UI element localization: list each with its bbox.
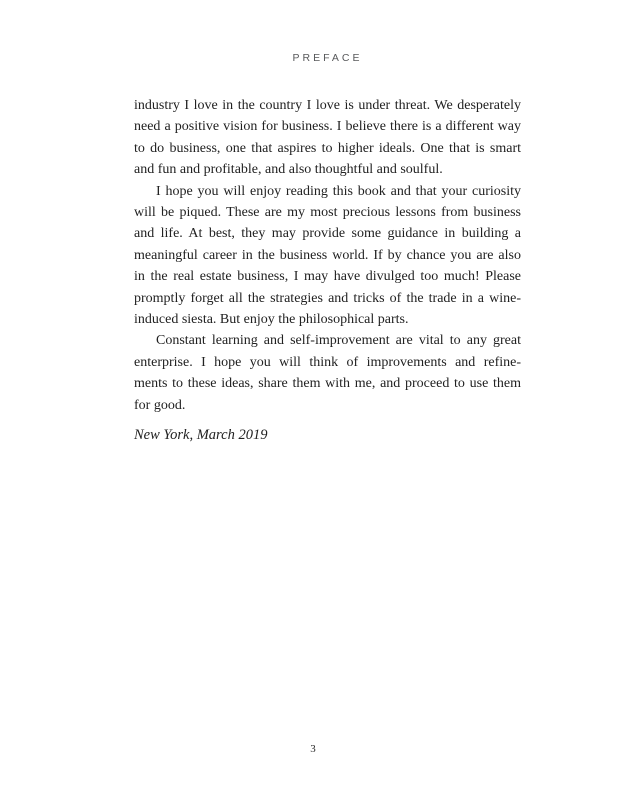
paragraph: [134, 95, 521, 181]
paragraph: [134, 330, 521, 416]
text-line: Constant learning and self-improvement are vital to any great: [156, 333, 521, 349]
text-line: will be piqued. These are my most precious lessons from business: [134, 205, 521, 221]
text-line: and life. At best, they may provide some guidance in building a: [134, 226, 521, 242]
page-body: [134, 95, 521, 447]
paragraph: [134, 181, 521, 331]
body-text: [134, 95, 521, 416]
text-line: I hope you will enjoy reading this book and that your curiosity: [156, 183, 521, 199]
text-line: enterprise. I hope you will think of improvements and refine-: [134, 354, 521, 370]
text-line: promptly forget all the strategies and tricks of the trade in a wine-: [134, 290, 521, 306]
text-line: and fun and profitable, and also thoughtful and soulful.: [134, 162, 443, 178]
text-line: ments to these ideas, share them with me, and proceed to use them: [134, 376, 521, 392]
text-line: meaningful career in the business world. If by chance you are also: [134, 247, 521, 263]
text-line: to do business, one that aspires to higher ideals. One that is smart: [134, 140, 521, 156]
text-line: for good.: [134, 397, 186, 413]
signature-line: New York, March 2019: [134, 427, 268, 444]
text-line: industry I love in the country I love is under threat. We desperately: [134, 98, 521, 113]
running-head: PREFACE: [292, 52, 363, 64]
text-line: in the real estate business, I may have divulged too much! Please: [134, 269, 521, 285]
text-line: need a positive vision for business. I believe there is a different way: [134, 119, 521, 135]
page-number: 3: [310, 743, 316, 755]
text-line: induced siesta. But enjoy the philosophical parts.: [134, 312, 409, 328]
